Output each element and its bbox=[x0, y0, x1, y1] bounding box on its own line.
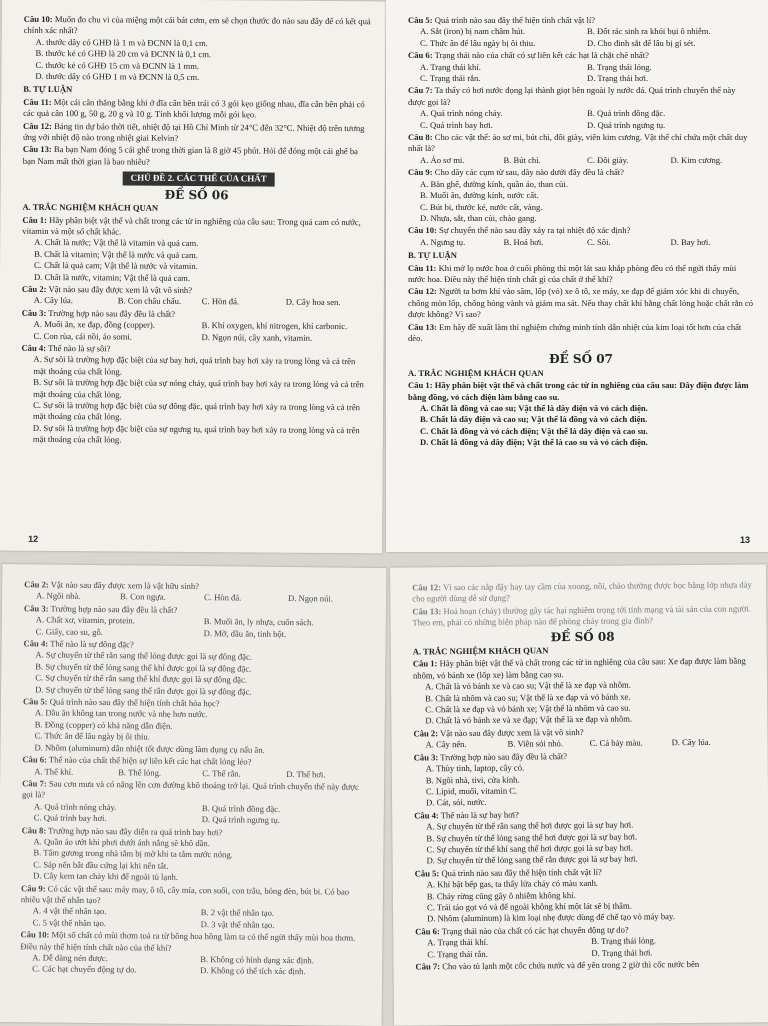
option-c: C. Trái táo gọt vỏ và để ngoài không khí một lát sẽ bị thâm. bbox=[426, 900, 632, 913]
option-a: A. Sự chuyển từ thể rắn sang thể hơi được gọi là sự bay hơi. bbox=[426, 819, 634, 832]
question-13: Câu 13: Ba bạn Nam đóng 5 cái ghế trong thời gian là 8 giờ 45 phút. Hỏi để đóng một cái ghế ba bạn Nam mất thời gian là bao nhiêu? bbox=[22, 144, 359, 167]
option-c: C. Sáp nến bắt đầu cứng lại khi nến tắt. bbox=[33, 859, 169, 871]
question-5: Câu 5: Quá trình nào sau đây thể hiện tính chất vật lí? bbox=[408, 15, 596, 25]
options-row bbox=[22, 330, 370, 344]
option-a: A. Quá trình nóng chảy. bbox=[420, 108, 503, 119]
option-a: A. Dễ dàng nén được. bbox=[32, 952, 108, 964]
option-c: C. Chất là đồng và vỏ cách điện; Vật thể là dây điện và cao su. bbox=[420, 425, 648, 436]
question-4: Câu 4: Thế nào là sự bay hơi? bbox=[414, 809, 519, 821]
question-1: Câu 1: Hãy phân biệt vật thể và chất trong các từ in nghiêng của câu sau: Xe đạp được làm bằng nhôm, vỏ bánh xe (lốp xe) làm bằng cao su. bbox=[412, 655, 746, 681]
option-d: D. Thể hơi. bbox=[286, 768, 326, 779]
option-c: C. Cá bảy màu. bbox=[589, 737, 643, 749]
option-a: A. Thùy tinh, laptop, cây cỏ. bbox=[425, 762, 525, 774]
option-b: B. Chất là dây điện và cao su; Vật thể là đồng và vỏ cách điện. bbox=[420, 414, 648, 425]
option-a: A. Quần áo ướt khi phơi dưới ánh nắng sẽ khô dần. bbox=[33, 836, 210, 849]
question-12: Câu 12: Người ta bơm khí vào săm, lốp (vỏ) xe ô tô, xe máy, xe đạp để giảm xóc khi di chuyển, chống mòn lốp, chống hỏng vành và giảm ma sát. Nếu thay chất khí bằng chất lỏng hoặc chất rắn có được không? Vì sao? bbox=[408, 286, 754, 320]
option-b: B. Sự sôi là trường hợp đặc biệt của sự nóng chảy, quá trình bay hơi xảy ra trong lòng và cả trên mặt thoáng của chất lỏng. bbox=[33, 377, 364, 400]
options-row bbox=[22, 295, 370, 309]
option-c: C. Sự sôi là trường hợp đặc biệt của sự đông đặc, quá trình bay hơi xảy ra trong lòng và cả trên mặt thoáng của chất lỏng. bbox=[32, 399, 361, 422]
option-a: A. Chất là vỏ bánh xe và cao su; Vật thể là xe đạp và nhôm. bbox=[425, 679, 631, 692]
page-number: 12 bbox=[28, 533, 39, 544]
option-a: A. Chất là đồng và cao su; Vật thể là dây điện và vỏ cách điện. bbox=[420, 403, 648, 413]
option-b: B. 2 vật thể nhân tạo. bbox=[200, 907, 275, 919]
option-d: D. Cây kem tan chảy khi để ngoài tủ lạnh. bbox=[33, 870, 179, 883]
question-4: Câu 4: Thế nào là sự sôi? bbox=[21, 342, 111, 354]
option-d: D. Ngọn núi. bbox=[288, 593, 334, 604]
option-a: A. Ngôi nhà. bbox=[36, 590, 81, 602]
option-c: C. Lipid, muối, vitamin C. bbox=[425, 785, 518, 797]
question-6: Câu 6: Trạng thái nào của chất có sự liên kết các hạt là chặt chẽ nhất? bbox=[408, 50, 649, 61]
option-c: C. Giấy, cao su, gỗ. bbox=[35, 625, 103, 637]
option-c: C. Các hạt chuyển động tự do. bbox=[32, 963, 137, 975]
option-b: B. Cháy rừng cũng gây ô nhiễm không khí. bbox=[426, 889, 576, 901]
option-c: C. Sôi. bbox=[587, 236, 611, 247]
option-d: D. Mỡ, dầu ăn, tinh bột. bbox=[203, 627, 287, 639]
question-13: Câu 13: Hoả hoạn (cháy) thường gây tác hại nghiêm trọng tới tính mạng và tài sản của con người. Theo em, phải có những biện pháp nào để phòng cháy trong gia đình? bbox=[412, 603, 751, 628]
question-12: Câu 12: Vì sao các nắp đậy hay tay cầm của xoong, nồi, chảo thường được bọc bằng lớp nhựa dày cho người dùng dễ sử dụng? bbox=[412, 579, 752, 604]
option-c: C. Trạng thái rắn. bbox=[420, 73, 481, 84]
option-c: C. Thức ăn để lâu ngày bị ôi thiu. bbox=[420, 37, 536, 48]
question-1: Câu 1: Hãy phân biệt vật thể và chất trong các từ in nghiêng của câu sau: Trong quả cam có nước, vitamin và một số chất khác. bbox=[22, 214, 361, 237]
option-c: C. Thể rắn. bbox=[202, 767, 241, 779]
question-10: Câu 10: Sự chuyển thể nào sau đây xảy ra tại nhiệt độ xác định? bbox=[408, 225, 631, 236]
question-3: Câu 3: Trường hợp nào sau đây đều là chất? bbox=[23, 603, 178, 615]
option-c: C. Hòn đá. bbox=[204, 592, 242, 603]
question-1: Câu 1: Hãy phân biệt vật thể và chất trong các từ in nghiêng của câu sau: Dây điện được làm bằng đồng, vỏ cách điện làm bằng cao su. bbox=[408, 380, 749, 402]
section-heading: B. TỰ LUẬN bbox=[408, 250, 457, 261]
option-b: B. Con châu chấu. bbox=[117, 295, 182, 307]
question-5: Câu 5: Quá trình nào sau đây thể hiện tính chất vật lí? bbox=[414, 866, 602, 879]
question-12: Câu 12: Bảng tin dự báo thời tiết, nhiệt độ tại Hồ Chí Minh từ 24°C đến 32°C. Nhiệt độ trên tương ứng với nhiệt độ nào trong nhiệt giai Kelvin? bbox=[22, 120, 365, 143]
option-d: D. Cho đinh sắt để lâu bị gỉ sét. bbox=[587, 37, 696, 48]
option-d: D. Trạng thái hơi. bbox=[591, 946, 653, 958]
option-d: D. Sự chuyển từ thể lỏng sang thể rắn được gọi là sự đông đặc. bbox=[35, 684, 252, 697]
option-d: D. 3 vật thể nhân tạo. bbox=[200, 918, 275, 930]
section-heading: A. TRẮC NGHIỆM KHÁCH QUAN bbox=[412, 645, 549, 657]
option-c: C. thước kẻ có GHĐ 15 cm và ĐCNN là 1 mm. bbox=[35, 59, 200, 71]
option-b: B. Chất là vitamin; Vật thể là nước và quả cam. bbox=[34, 248, 198, 260]
exam-title: ĐỀ SỐ 07 bbox=[549, 352, 613, 367]
option-b: B. Viên sỏi nhỏ. bbox=[507, 738, 564, 749]
option-d: D. Chất là vỏ bánh xe và xe đạp; Vật thể là xe đạp và nhôm. bbox=[425, 714, 633, 726]
options-row bbox=[20, 964, 368, 979]
topic-banner: CHỦ ĐỀ 2. CÁC THỂ CỦA CHẤT bbox=[123, 172, 275, 186]
option-d: D. Nhôm (aluminum) là kim loại nhẹ được dùng để chế tạo vỏ máy bay. bbox=[427, 911, 675, 924]
option-d: D. Cát, sỏi, nước. bbox=[426, 797, 487, 808]
option-d: D. Quá trình ngưng tụ. bbox=[587, 119, 666, 130]
question-8: Câu 8: Trường hợp nào sau đây diễn ra quá trình bay hơi? bbox=[21, 824, 223, 837]
options-row bbox=[408, 120, 754, 131]
option-a: A. Áo sơ mi. bbox=[420, 154, 465, 165]
option-a: A. Ngưng tụ. bbox=[420, 236, 466, 247]
page-number: 13 bbox=[739, 534, 750, 545]
option-d: D. thước dây có GHĐ 1 m và ĐCNN là 0,5 cm. bbox=[35, 70, 200, 83]
option-d: D. Chất là đồng và dây điện; Vật thể là cao su và vỏ cách điện. bbox=[420, 437, 648, 448]
question-6: Câu 6: Thể nào của chất thể hiện sự liên kết các hạt chất lỏng lẻo? bbox=[22, 754, 252, 767]
question-10: Câu 10: Muốn đo chu vi của miệng một cái bát cơm, em sẽ chọn thước đo nào sau đây để có kết quả chính xác nhất? bbox=[23, 13, 371, 36]
options-row bbox=[408, 73, 754, 84]
options-row bbox=[408, 108, 754, 119]
options-row bbox=[408, 237, 754, 248]
question-11: Câu 11: Khi mở lọ nước hoa ở cuối phòng thì một lát sau khắp phòng đều có thể ngửi thấy mùi nước hoa. Điều này thể hiện tính chất gì của chất ở thể khí? bbox=[408, 262, 737, 284]
option-a: A. Trạng thái khí. bbox=[427, 936, 489, 948]
option-a: A. Khí bật bếp gas, ta thấy lửa cháy có màu xanh. bbox=[426, 878, 599, 890]
question-5: Câu 5: Quá trình nào sau đây thể hiện tính chất hóa học? bbox=[22, 696, 220, 709]
option-b: B. Muối ăn, đường kính, nước cất. bbox=[420, 190, 539, 201]
option-c: C. 5 vật thể nhân tạo. bbox=[32, 917, 106, 928]
question-8: Câu 8: Cho các vật thể: áo sơ mi, bút chì, đôi giày, viên kim cương. Vật thể chỉ chứa một chất duy nhất là? bbox=[408, 132, 748, 154]
section-heading: A. TRẮC NGHIỆM KHÁCH QUAN bbox=[408, 367, 544, 378]
option-d: D. Quá trình ngưng tụ. bbox=[201, 814, 280, 826]
question-7: Câu 7: Sau cơn mưa và có nắng lên cơn đường khô thoáng trở lại. Quá trình chuyển thể này được gọi là? bbox=[21, 778, 359, 800]
option-b: B. Hoá hơi. bbox=[503, 236, 544, 247]
option-b: B. Trạng thái lỏng. bbox=[591, 935, 657, 947]
option-a: A. thước dây có GHĐ là 1 m và ĐCNN là 0,1 cm. bbox=[35, 36, 208, 48]
option-a: A. Chất xơ, vitamin, protein. bbox=[35, 614, 135, 626]
page-top-right bbox=[386, 0, 768, 552]
option-b: B. Không có hình dạng xác định. bbox=[200, 954, 314, 966]
question-9: Câu 9: Có các vật thể sau: máy may, ô tô, cây mía, con suối, con trâu, bóng đèn, bút bi. Có bao nhiêu vật thể nhân tạo? bbox=[20, 882, 350, 906]
options-row bbox=[408, 38, 754, 49]
option-a: A. Quá trình nóng chảy. bbox=[33, 801, 117, 812]
option-a: A. Cây nến. bbox=[425, 739, 467, 750]
option-d: D. Chất là nước, vitamin; Vật thể là quả cam. bbox=[33, 271, 191, 283]
option-a: A. Trạng thái khí. bbox=[420, 61, 481, 72]
question-7: Câu 7: Ta thấy có hơi nước đọng lại thành giọt bên ngoài ly nước đá. Quá trình chuyển thể này được gọi là? bbox=[408, 85, 736, 107]
option-c: C. Chất là quả cam; Vật thể là nước và vitamin. bbox=[34, 260, 198, 272]
option-a: A. Sự sôi là trường hợp đặc biệt của sự bay hơi, quá trình bay hơi xảy ra trong lòng và cả trên mặt thoáng của chất lỏng. bbox=[33, 354, 356, 377]
question-3: Câu 3: Trường hợp nào sau đây đều là chất? bbox=[413, 750, 568, 763]
option-d: D. Ngọn núi, cây xanh, vitamin. bbox=[201, 331, 313, 343]
option-c: C. Thức ăn để lâu ngày bị ôi thiu. bbox=[34, 730, 150, 742]
option-b: B. Sự chuyển từ thể lỏng sang thể khí được gọi là sự đông đặc. bbox=[35, 661, 252, 674]
option-b: B. thước kẻ có GHĐ là 20 cm và ĐCNN là 0,1 cm. bbox=[35, 48, 212, 60]
option-c: C. Sự chuyển từ thể rắn sang thể khí được gọi là sự đông đặc. bbox=[35, 672, 247, 685]
page-top-left bbox=[0, 0, 386, 553]
option-c: C. Đôi giày. bbox=[587, 154, 629, 165]
option-c: C. Chất là xe đạp và vỏ bánh xe; Vật thể là nhôm và cao su. bbox=[425, 702, 631, 715]
section-heading: A. TRẮC NGHIỆM KHÁCH QUAN bbox=[22, 201, 159, 213]
option-b: B. Tấm gương trong nhà tắm bị mờ khi ta tắm nước nóng. bbox=[33, 847, 233, 860]
option-a: A. Sắt (iron) bị nam châm hút. bbox=[420, 26, 526, 37]
option-a: A. Cây lúa. bbox=[33, 295, 74, 306]
option-b: B. Đốt rác sinh ra khói bụi ô nhiễm. bbox=[587, 26, 711, 37]
option-c: C. Hòn đá. bbox=[201, 296, 240, 307]
options-row bbox=[408, 62, 754, 73]
question-7: Câu 7: Cho vào tủ lạnh một cốc chứa nước và để yên trong 2 giờ thì cốc nước bên bbox=[415, 958, 700, 972]
option-a: A. Chất là nước; Vật thể là vitamin và quả cam. bbox=[34, 237, 199, 249]
option-b: B. Chất là nhôm và cao su; Vật thể là xe đạp và vỏ bánh xe. bbox=[425, 691, 631, 704]
option-b: B. Quá trình đông đặc. bbox=[587, 108, 666, 119]
option-c: C. Sự chuyển từ thể khí sang thể hơi được gọi là sự bay hơi. bbox=[426, 842, 634, 855]
option-b: B. Bút chì. bbox=[503, 154, 541, 165]
exam-title: ĐỀ SỐ 06 bbox=[164, 187, 229, 202]
option-b: B. Quá trình đông đặc. bbox=[201, 802, 281, 814]
option-b: B. Đồng (copper) có khả năng dẫn điện. bbox=[34, 719, 173, 731]
option-a: A. Muối ăn, xe đạp, đồng (copper). bbox=[33, 319, 155, 330]
option-d: D. Kim cương. bbox=[670, 154, 723, 165]
option-d: D. Nhôm (aluminum) dẫn nhiệt tốt được dùng làm dụng cụ nấu ăn. bbox=[34, 742, 265, 755]
option-b: B. Thể lỏng. bbox=[118, 766, 162, 778]
option-d: D. Nhựa, sắt, than củi, chảo gang. bbox=[420, 212, 537, 223]
option-c: C. Quá trình bay hơi. bbox=[33, 812, 107, 824]
page-bottom-right bbox=[390, 564, 768, 1025]
option-a: A. Dầu ăn không tan trong nước và nhẹ hơn nước. bbox=[34, 707, 208, 720]
question-2: Câu 2: Vật nào sau đây được xem là vật vô sinh? bbox=[21, 283, 193, 295]
option-d: D. Không có thể tích xác định. bbox=[200, 965, 306, 977]
option-d: D. Sự sôi là trường hợp đặc biệt của sự ngưng tụ, quá trình bay hơi xảy ra trong lòng và cả trên mặt thoáng của chất lỏng. bbox=[32, 422, 360, 445]
option-b: B. Muối ăn, ly nhựa, cuốn sách. bbox=[203, 616, 314, 628]
question-4: Câu 4: Thế nào là sự đông đặc? bbox=[23, 638, 134, 650]
option-a: A. Thể khí. bbox=[34, 765, 74, 777]
question-2: Câu 2: Vật nào sau đây được xem là vật hữu sinh? bbox=[24, 579, 200, 592]
question-9: Câu 9: Cho dãy các cụm từ sau, dãy nào dưới đây đều là chất? bbox=[408, 167, 625, 178]
option-d: D. Cây lúa. bbox=[671, 737, 711, 748]
option-d: D. Sự chuyển từ thể lỏng sang thể rắn được gọi là sự bay hơi. bbox=[426, 853, 638, 866]
option-b: B. Sự chuyển từ thể lỏng sang thể hơi được gọi là sự bay hơi. bbox=[426, 831, 638, 843]
question-6: Câu 6: Trạng thái nào của chất có các hạt chuyển động tự do? bbox=[415, 924, 629, 937]
option-c: C. Con rùa, cái nồi, áo somi. bbox=[33, 330, 132, 342]
question-3: Câu 3: Trường hợp nào sau đây đều là chất? bbox=[21, 307, 176, 319]
question-2: Câu 2: Vật nào sau đây được xem là vật vô sinh? bbox=[413, 726, 584, 739]
options-row bbox=[408, 26, 754, 37]
options-row bbox=[408, 155, 754, 166]
option-d: D. Trạng thái hơi. bbox=[587, 73, 649, 84]
option-a: A. Bàn ghế, đường kính, quần áo, than củi. bbox=[420, 178, 568, 189]
question-11: Câu 11: Một cái cân thăng bằng khi ở đĩa cân bên trái có 3 gói kẹo giống nhau, đĩa cân bên phải có các quả cân 100 g, 50 g, 20 g và 10 g. Tính khối lượng mỗi gói kẹo. bbox=[23, 96, 365, 120]
option-c: C. Trạng thái rắn. bbox=[427, 948, 488, 959]
option-a: A. Sự chuyển từ thể rắn sang thể lỏng được gọi là sự đông đặc. bbox=[35, 649, 253, 663]
option-d: D. Cây hoa sen. bbox=[285, 296, 341, 308]
section-heading: B. TỰ LUẬN bbox=[23, 84, 73, 95]
page-bottom-left bbox=[0, 564, 386, 1026]
option-b: B. Trạng thái lỏng. bbox=[587, 61, 652, 72]
option-d: D. Bay hơi. bbox=[670, 236, 711, 247]
exam-title: ĐỀ SỐ 08 bbox=[550, 629, 615, 644]
option-a: A. 4 vật thể nhân tạo. bbox=[32, 905, 107, 917]
option-b: B. Khí oxygen, khí nitrogen, khí carbonic. bbox=[201, 320, 348, 332]
option-c: C. Quá trình bay hơi. bbox=[420, 119, 493, 130]
question-10: Câu 10: Một số chất có mùi thơm toả ra từ bông hoa hồng làm ta có thể ngửi thấy mùi hoa thơm. Điều này thể hiện tính chất nào của thể khí? bbox=[20, 929, 356, 953]
question-13: Câu 13: Em hãy đề xuất làm thí nghiệm chứng minh tính dẫn nhiệt của kim loại tốt hơn của chất dẻo. bbox=[408, 321, 742, 343]
option-b: B. Con ngựa. bbox=[120, 591, 166, 603]
option-c: C. Bút bi, thước kẻ, nước cất, vàng. bbox=[420, 201, 543, 212]
option-b: B. Ngôi nhà, tivi, cửa kính. bbox=[425, 774, 520, 785]
